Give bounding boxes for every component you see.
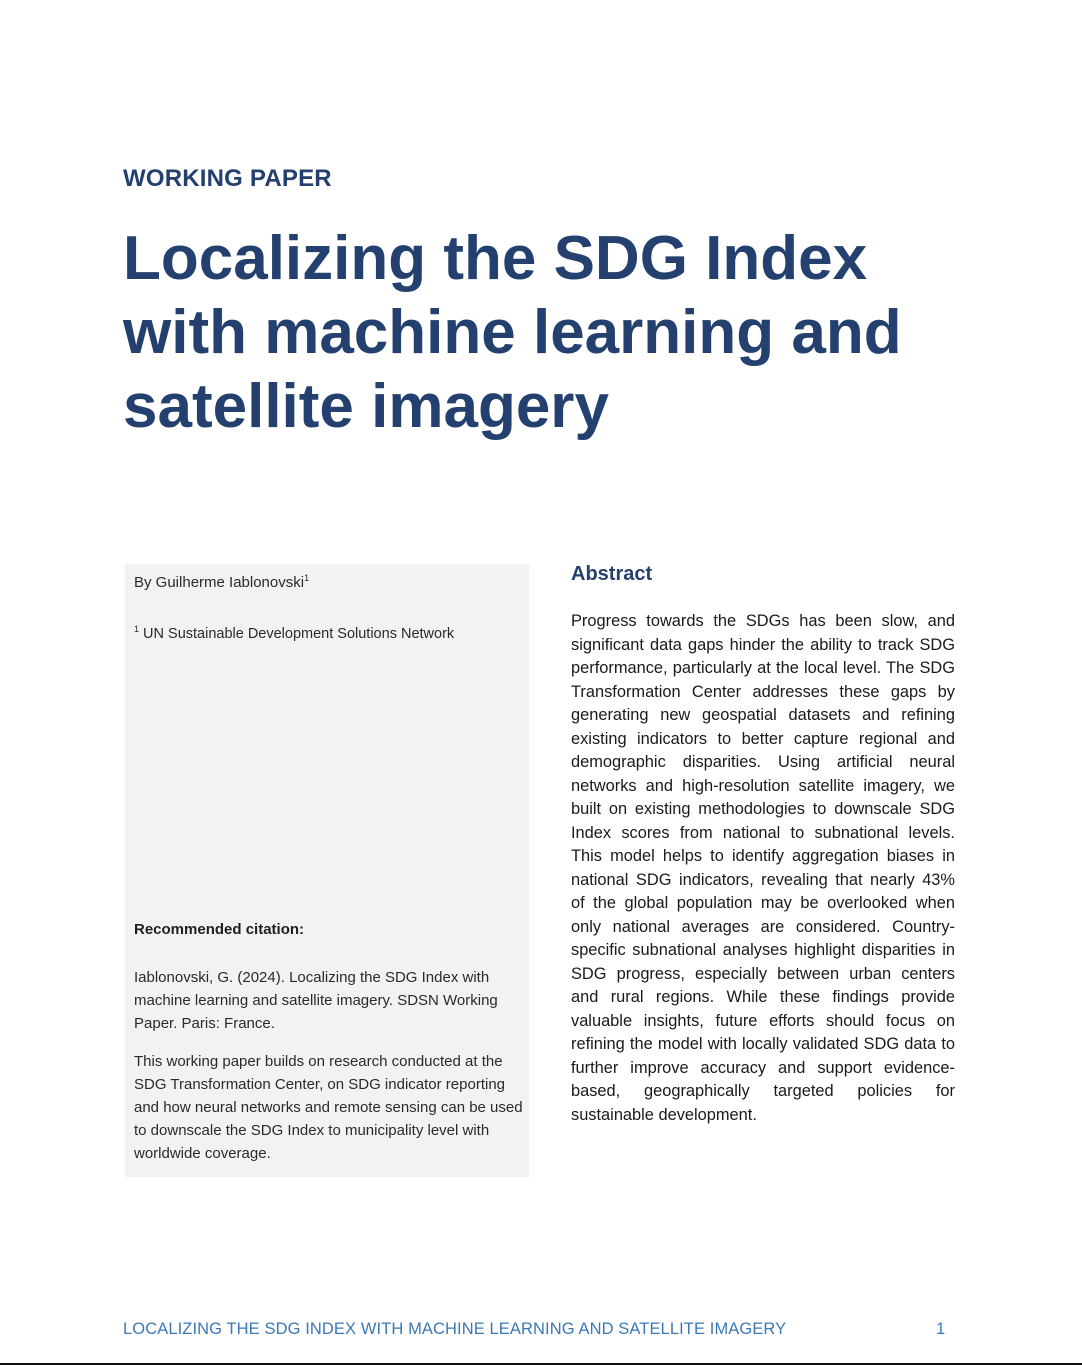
author-byline [134,574,309,591]
affiliation-name: UN Sustainable Development Solutions Network [143,626,455,642]
paper-type-label: WORKING PAPER [123,165,332,192]
footer-running-title: LOCALIZING THE SDG INDEX WITH MACHINE LEARNING AND SATELLITE IMAGERY [123,1320,787,1338]
paper-note: This working paper builds on research conducted at the SDG Transformation Center, on SDG indicator reporting and how neural networks and remote sensing can be used to downscale the SDG Index to municipality level with worldwide coverage. [134,1053,523,1162]
author-affiliation-marker: 1 [304,573,310,583]
author-name: By Guilherme Iablonovski [134,574,305,591]
paper-title: Localizing the SDG Index with machine learning and satellite imagery [123,224,902,441]
abstract-body: Progress towards the SDGs has been slow, and significant data gaps hinder the ability to track SDG performance, particularly at the local level. The SDG Transformation Center addresses these gaps by generating new geospatial datasets and refining existing indicators to better capture regional and demographic disparities. Using artificial neural networks and high-resolution satellite imagery, we built on existing methodologies to downscale SDG Index scores from national to subnational levels. This model helps to identify aggregation biases in national SDG indicators, revealing that nearly 43% of the global population may be overlooked when only national averages are considered. Country-specific subnational analyses highlight disparities in SDG progress, especially between urban centers and rural regions. While these findings provide valuable insights, future efforts should focus on refining the model with locally validated SDG data to further improve accuracy and support evidence-based, geographically targeted policies for sustainable development. [571,612,955,1124]
citation-heading: Recommended citation: [134,921,305,938]
citation-text: Iablonovski, G. (2024). Localizing the SDG Index with machine learning and satellite imagery. SDSN Working Paper. Paris: France. [134,969,498,1032]
author-affiliation [134,626,454,642]
author-sidebar [125,564,529,1177]
affiliation-marker: 1 [134,624,140,635]
footer-page-number: 1 [936,1320,946,1338]
abstract-heading: Abstract [571,563,653,585]
page-bottom-rule [0,1363,1082,1365]
